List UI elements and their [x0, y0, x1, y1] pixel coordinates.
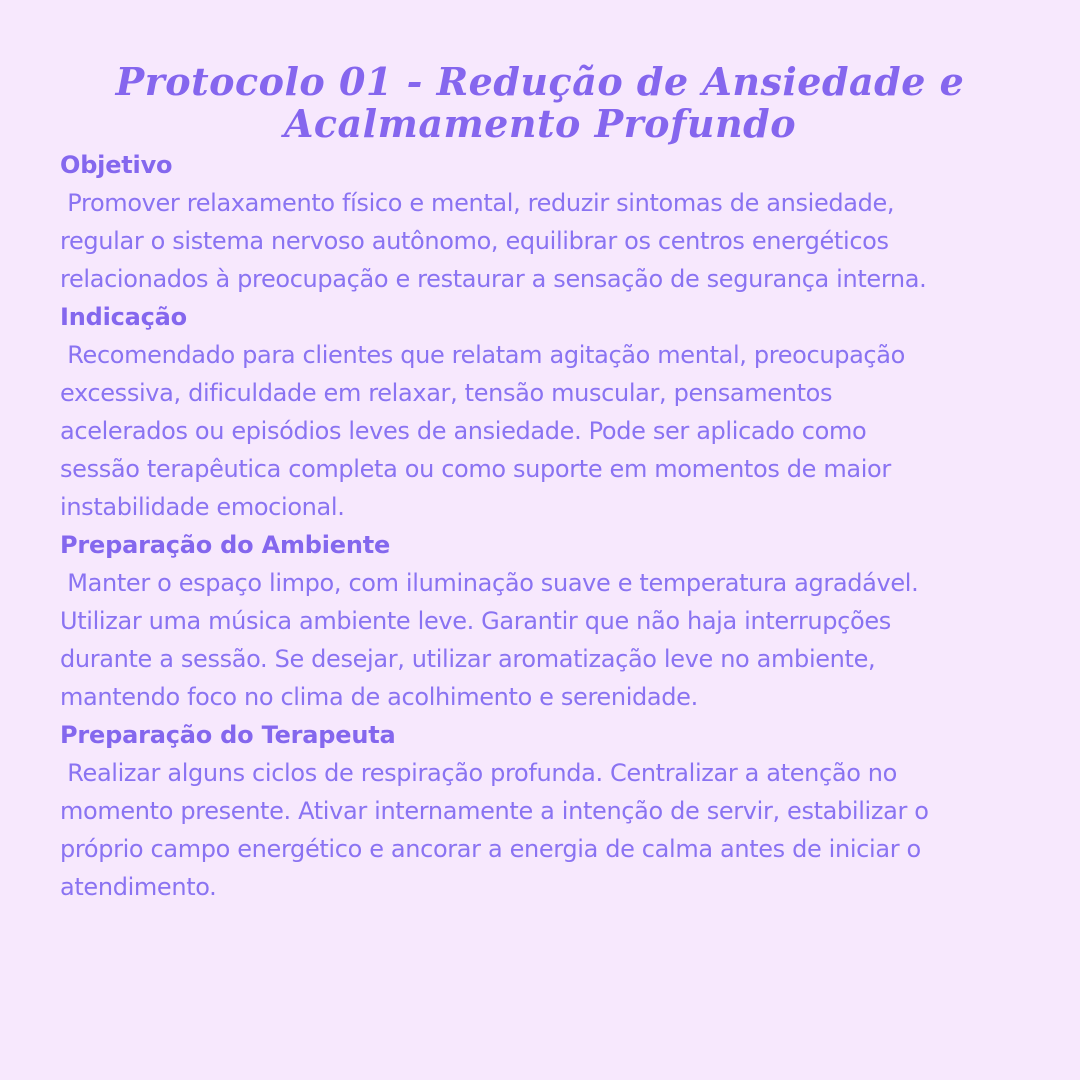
section-text-line: Realizar alguns ciclos de respiração profunda. Centralizar a atenção no	[60, 759, 897, 787]
section-preparacao-ambiente	[60, 526, 1040, 716]
section-text-line: relacionados à preocupação e restaurar a sensação de segurança interna.	[60, 265, 927, 293]
section-indicacao	[60, 298, 1040, 526]
section-text-line: instabilidade emocional.	[60, 493, 345, 521]
section-text-line: regular o sistema nervoso autônomo, equilibrar os centros energéticos	[60, 227, 889, 255]
section-heading: Objetivo	[60, 151, 173, 179]
page-title	[0, 61, 1080, 145]
section-heading: Preparação do Ambiente	[60, 531, 391, 559]
section-text-line: Utilizar uma música ambiente leve. Garantir que não haja interrupções	[60, 607, 891, 635]
section-text-line: Recomendado para clientes que relatam agitação mental, preocupação	[60, 341, 905, 369]
section-preparacao-terapeuta	[60, 716, 1040, 906]
section-text-line: mantendo foco no clima de acolhimento e serenidade.	[60, 683, 698, 711]
section-text-line: próprio campo energético e ancorar a energia de calma antes de iniciar o	[60, 835, 921, 863]
section-heading: Indicação	[60, 303, 187, 331]
section-objetivo	[60, 146, 1040, 298]
section-text-line: excessiva, dificuldade em relaxar, tensão muscular, pensamentos	[60, 379, 833, 407]
section-text-line: acelerados ou episódios leves de ansiedade. Pode ser aplicado como	[60, 417, 867, 445]
section-text-line: momento presente. Ativar internamente a intenção de servir, estabilizar o	[60, 797, 929, 825]
section-text-line: Promover relaxamento físico e mental, reduzir sintomas de ansiedade,	[60, 189, 895, 217]
section-heading: Preparação do Terapeuta	[60, 721, 396, 749]
section-text-line: durante a sessão. Se desejar, utilizar aromatização leve no ambiente,	[60, 645, 876, 673]
section-text-line: Manter o espaço limpo, com iluminação suave e temperatura agradável.	[60, 569, 919, 597]
section-text-line: sessão terapêutica completa ou como suporte em momentos de maior	[60, 455, 891, 483]
title-line-2: Acalmamento Profundo	[283, 101, 797, 147]
document-body	[60, 146, 1040, 906]
section-text-line: atendimento.	[60, 873, 217, 901]
title-line-1: Protocolo 01 - Redução de Ansiedade e	[115, 59, 965, 105]
